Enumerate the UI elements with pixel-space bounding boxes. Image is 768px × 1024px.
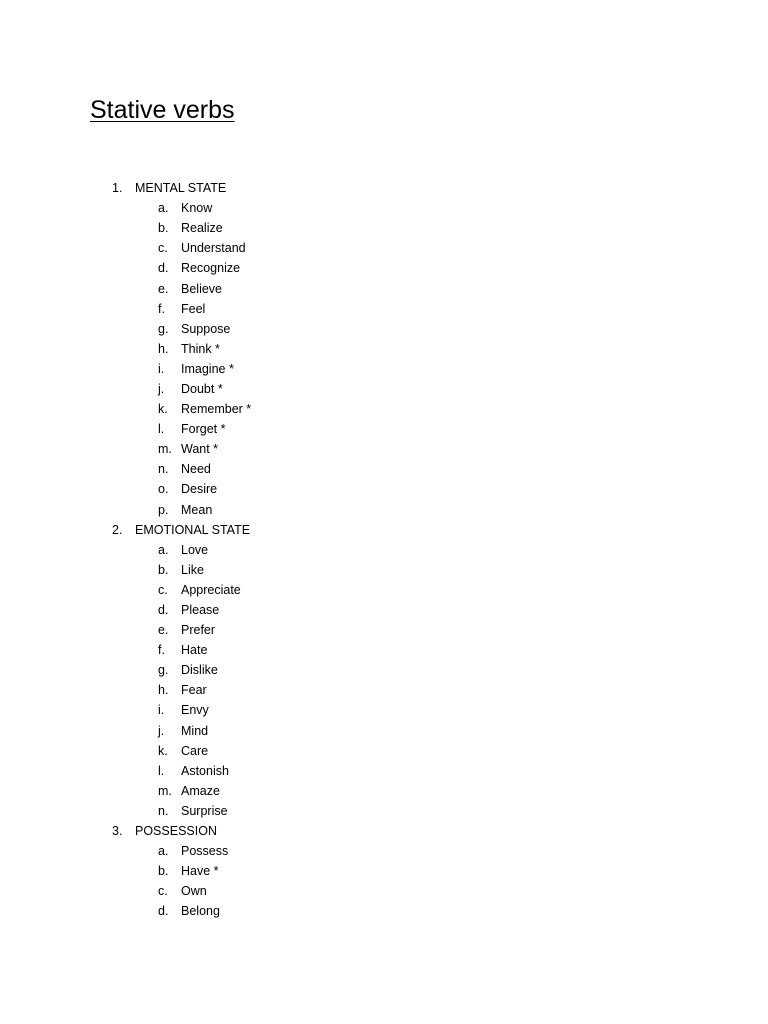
list-item-letter: c. xyxy=(158,582,168,597)
list-item xyxy=(0,439,768,459)
list-item-letter: i. xyxy=(158,361,165,376)
section-label: MENTAL STATE xyxy=(135,181,227,196)
list-item xyxy=(0,901,768,921)
list-item-text: Hate xyxy=(181,643,208,658)
list-item xyxy=(0,680,768,700)
list-item-letter: f. xyxy=(158,643,165,658)
list-item xyxy=(0,459,768,479)
list-item-text: Own xyxy=(181,884,207,899)
list-item-text: Think * xyxy=(181,341,220,356)
section-number: 3. xyxy=(112,824,123,839)
list-item xyxy=(0,198,768,218)
list-item-text: Appreciate xyxy=(181,582,241,597)
list-item-letter: d. xyxy=(158,603,169,618)
list-item xyxy=(0,841,768,861)
list-item-letter: g. xyxy=(158,321,169,336)
section-label: POSSESSION xyxy=(135,824,217,839)
list-item xyxy=(0,861,768,881)
list-item-text: Feel xyxy=(181,301,206,316)
list-item-text: Surprise xyxy=(181,803,228,818)
list-item-text: Need xyxy=(181,462,211,477)
list-item xyxy=(0,560,768,580)
section-list xyxy=(0,178,768,921)
list-item xyxy=(0,700,768,720)
list-item-letter: h. xyxy=(158,341,169,356)
list-item xyxy=(0,801,768,821)
list-item xyxy=(0,781,768,801)
list-item-letter: k. xyxy=(158,402,168,417)
list-item-text: Imagine * xyxy=(181,361,234,376)
section-number: 2. xyxy=(112,522,123,537)
list-item-letter: b. xyxy=(158,864,169,879)
list-item xyxy=(0,881,768,901)
list-item xyxy=(0,620,768,640)
list-item xyxy=(0,479,768,499)
section-number: 1. xyxy=(112,181,123,196)
list-item-text: Mind xyxy=(181,723,209,738)
section-heading xyxy=(0,821,768,841)
list-item xyxy=(0,500,768,520)
list-item-letter: a. xyxy=(158,542,169,557)
list-item xyxy=(0,359,768,379)
list-item-letter: a. xyxy=(158,201,169,216)
list-item-letter: d. xyxy=(158,261,169,276)
list-item-letter: l. xyxy=(158,763,165,778)
list-item xyxy=(0,580,768,600)
list-item xyxy=(0,660,768,680)
list-item-text: Believe xyxy=(181,281,222,296)
list-item-letter: i. xyxy=(158,703,165,718)
list-item xyxy=(0,319,768,339)
list-item-text: Please xyxy=(181,603,220,618)
section-heading xyxy=(0,520,768,540)
list-item xyxy=(0,238,768,258)
list-item-letter: e. xyxy=(158,623,169,638)
list-item-text: Want * xyxy=(181,442,219,457)
list-item-letter: a. xyxy=(158,844,169,859)
list-item-letter: b. xyxy=(158,562,169,577)
list-item-letter: l. xyxy=(158,422,165,437)
list-item-text: Amaze xyxy=(181,783,220,798)
list-item-text: Fear xyxy=(181,683,207,698)
list-item xyxy=(0,399,768,419)
list-item-text: Recognize xyxy=(181,261,241,276)
list-item-letter: j. xyxy=(158,723,165,738)
list-item-text: Astonish xyxy=(181,763,229,778)
list-item-text: Realize xyxy=(181,221,223,236)
list-item xyxy=(0,299,768,319)
list-item-text: Suppose xyxy=(181,321,231,336)
list-item-text: Desire xyxy=(181,482,218,497)
list-item-text: Mean xyxy=(181,502,213,517)
list-item-letter: j. xyxy=(158,381,165,396)
list-item xyxy=(0,640,768,660)
list-item-letter: k. xyxy=(158,743,168,758)
list-item xyxy=(0,540,768,560)
list-item-text: Remember * xyxy=(181,402,252,417)
list-item-letter: d. xyxy=(158,904,169,919)
list-item-letter: c. xyxy=(158,884,168,899)
list-item xyxy=(0,721,768,741)
list-item-letter: b. xyxy=(158,221,169,236)
list-item-text: Belong xyxy=(181,904,220,919)
list-item-letter: m. xyxy=(158,783,172,798)
list-item-letter: f. xyxy=(158,301,165,316)
list-item-letter: h. xyxy=(158,683,169,698)
page-title: Stative verbs xyxy=(90,96,235,124)
list-item-text: Envy xyxy=(181,703,209,718)
list-item-letter: m. xyxy=(158,442,172,457)
list-item-letter: e. xyxy=(158,281,169,296)
list-item-text: Like xyxy=(181,562,204,577)
list-item-letter: p. xyxy=(158,502,169,517)
section-label: EMOTIONAL STATE xyxy=(135,522,251,537)
list-item-text: Have * xyxy=(181,864,219,879)
list-item-text: Love xyxy=(181,542,209,557)
list-item xyxy=(0,741,768,761)
list-item-text: Know xyxy=(181,201,213,216)
list-item xyxy=(0,218,768,238)
list-item-text: Possess xyxy=(181,844,229,859)
list-item-letter: o. xyxy=(158,482,169,497)
list-item-text: Prefer xyxy=(181,623,216,638)
list-item-text: Care xyxy=(181,743,209,758)
list-item xyxy=(0,339,768,359)
section-heading xyxy=(0,178,768,198)
list-item xyxy=(0,379,768,399)
list-item xyxy=(0,278,768,298)
list-item xyxy=(0,419,768,439)
list-item-letter: g. xyxy=(158,663,169,678)
list-item-letter: c. xyxy=(158,241,168,256)
list-item-letter: n. xyxy=(158,462,169,477)
list-item-text: Forget * xyxy=(181,422,226,437)
list-item xyxy=(0,600,768,620)
list-item xyxy=(0,258,768,278)
list-item-text: Dislike xyxy=(181,663,218,678)
list-item xyxy=(0,761,768,781)
list-item-text: Understand xyxy=(181,241,246,256)
list-item-text: Doubt * xyxy=(181,381,223,396)
list-item-letter: n. xyxy=(158,803,169,818)
